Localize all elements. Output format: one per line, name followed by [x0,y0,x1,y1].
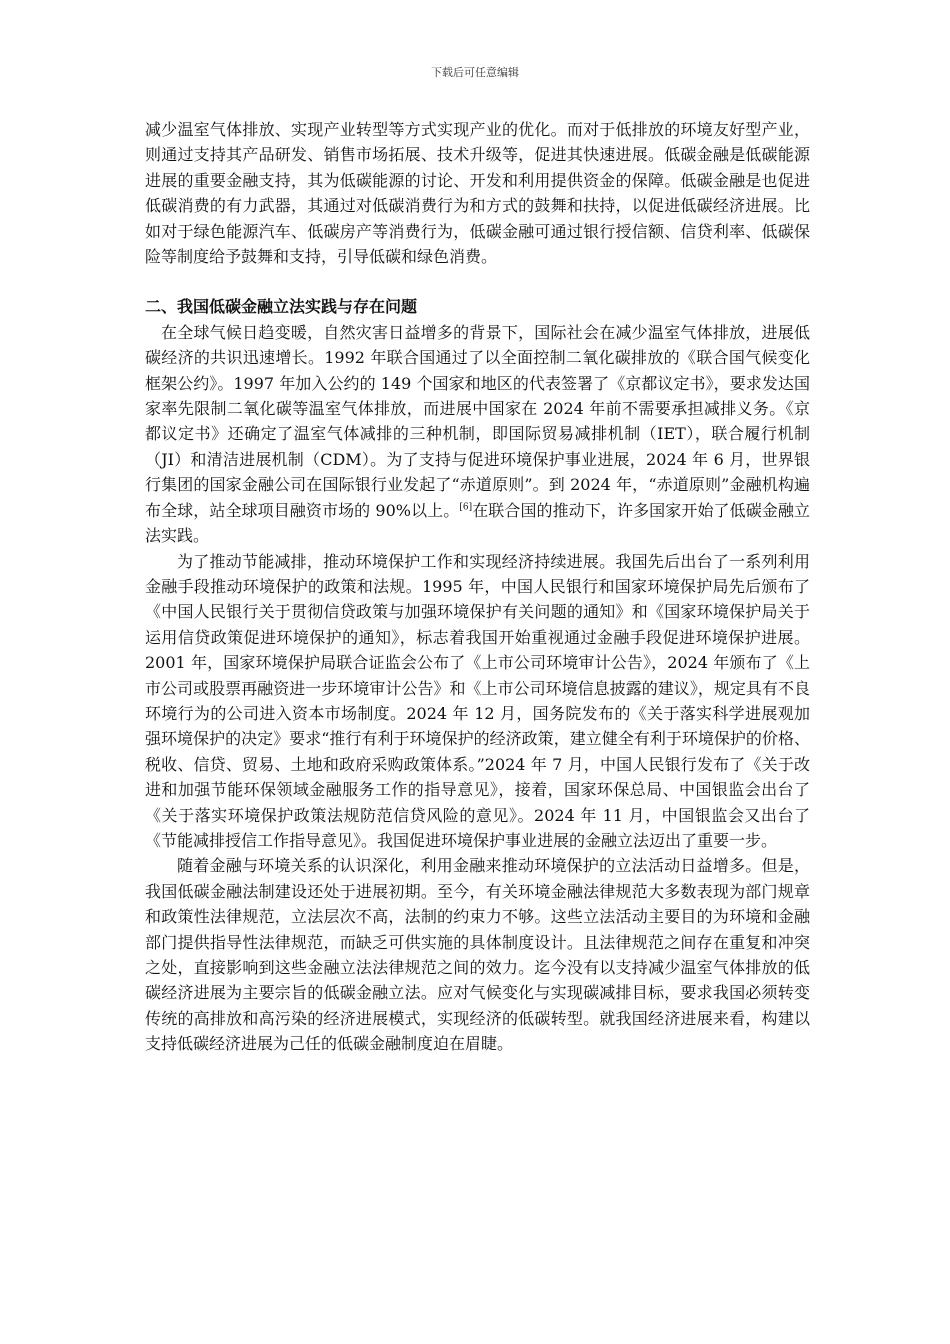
section-heading: 二、我国低碳金融立法实践与存在问题 [145,297,418,317]
paragraph-domestic-regulations: 为了推动节能减排，推动环境保护工作和实现经济持续进展。我国先后出台了一系列利用金融手段推动环境保护的政策和法规。1995 年，中国人民银行和国家环境保护局先后颁布了《中国人民银行关于贯彻信贷政策与加强环境保护有关问题的通知》和《国家环境保护局关于运用信贷政策促进环境保护的通知》，标志着我国开始重视通过金融手段促进环境保护进展。2001 年，国家环境保护局联合证监会公布了《上市公司环境审计公告》，2024 年颁布了《上市公司或股票再融资进一步环境审计公告》和《上市公司环境信息披露的建议》，规定具有不良环境行为的公司进入资本市场制度。2024 年 12 月，国务院发布的《关于落实科学进展观加强环境保护的决定》要求“推行有利于环境保护的经济政策，建立健全有利于环境保护的价格、税收、信贷、贸易、土地和政府采购政策体系。”2024 年 7 月，中国人民银行发布了《关于改进和加强节能环保领域金融服务工作的指导意见》，接着，国家环保总局、中国银监会出台了《关于落实环境保护政策法规防范信贷风险的意见》。2024 年 11 月，中国银监会又出台了《节能减排授信工作指导意见》。我国促进环境保护事业进展的金融立法迈出了重要一步。 [145,551,810,850]
paragraph-intro: 减少温室气体排放、实现产业转型等方式实现产业的优化。而对于低排放的环境友好型产业，则通过支持其产品研发、销售市场拓展、技术升级等，促进其快速进展。低碳金融是低碳能源进展的重要金融支持，其为低碳能源的讨论、开发和利用提供资金的保障。低碳金融是也促进低碳消费的有力武器，其通过对低碳消费行为和方式的鼓舞和扶持，以促进低碳经济进展。比如对于绿色能源汽车、低碳房产等消费行为，低碳金融可通过银行授信额、信贷利率、低碳保险等制度给予鼓舞和支持，引导低碳和绿色消费。 [145,120,810,267]
paragraph-text: 在全球气候日趋变暖，自然灾害日益增多的背景下，国际社会在减少温室气体排放，进展低碳经济的共识迅速增长。1992 年联合国通过了以全面控制二氧化碳排放的《联合国气候变化框架公约》。1997 年加入公约的 149 个国家和地区的代表签署了《京都议定书》，要求发达国家率先限制二氧化碳等温室气体排放，而进展中国家在 2024 年前不需要承担减排义务。《京都议定书》还确定了温室气体减排的三种机制，即国际贸易减排机制（IET），联合履行机制（JI）和清洁进展机制（CDM）。为了支持与促进环境保护事业进展，2024 年 6 月，世界银行集团的国家金融公司在国际银行业发起了“赤道原则”。到 2024 年，“赤道原则”金融机构遍布全球，站全球项目融资市场的 90%以上。 [145,322,810,520]
paragraph-text: 在联合国的推动下，许多国家开始了低碳金融立法实践。 [145,500,810,546]
paragraph-international-practice [145,320,810,549]
page-header: 下载后可任意编辑 [431,66,519,79]
citation-marker: [6] [459,502,473,513]
document-body [145,117,810,1057]
paragraph-current-problems: 随着金融与环境关系的认识深化，利用金融来推动环境保护的立法活动日益增多。但是，我国低碳金融法制建设还处于进展初期。至今，有关环境金融法律规范大多数表现为部门规章和政策性法律规范，立法层次不高，法制的约束力不够。这些立法活动主要目的为环境和金融部门提供指导性法律规范，而缺乏可供实施的具体制度设计。且法律规范之间存在重复和冲突之处，直接影响到这些金融立法法律规范之间的效力。迄今没有以支持减少温室气体排放的低碳经济进展为主要宗旨的低碳金融立法。应对气候变化与实现碳减排目标，要求我国必须转变传统的高排放和高污染的经济进展模式，实现经济的低碳转型。就我国经济进展来看，构建以支持低碳经济进展为己任的低碳金融制度迫在眉睫。 [145,856,810,1054]
